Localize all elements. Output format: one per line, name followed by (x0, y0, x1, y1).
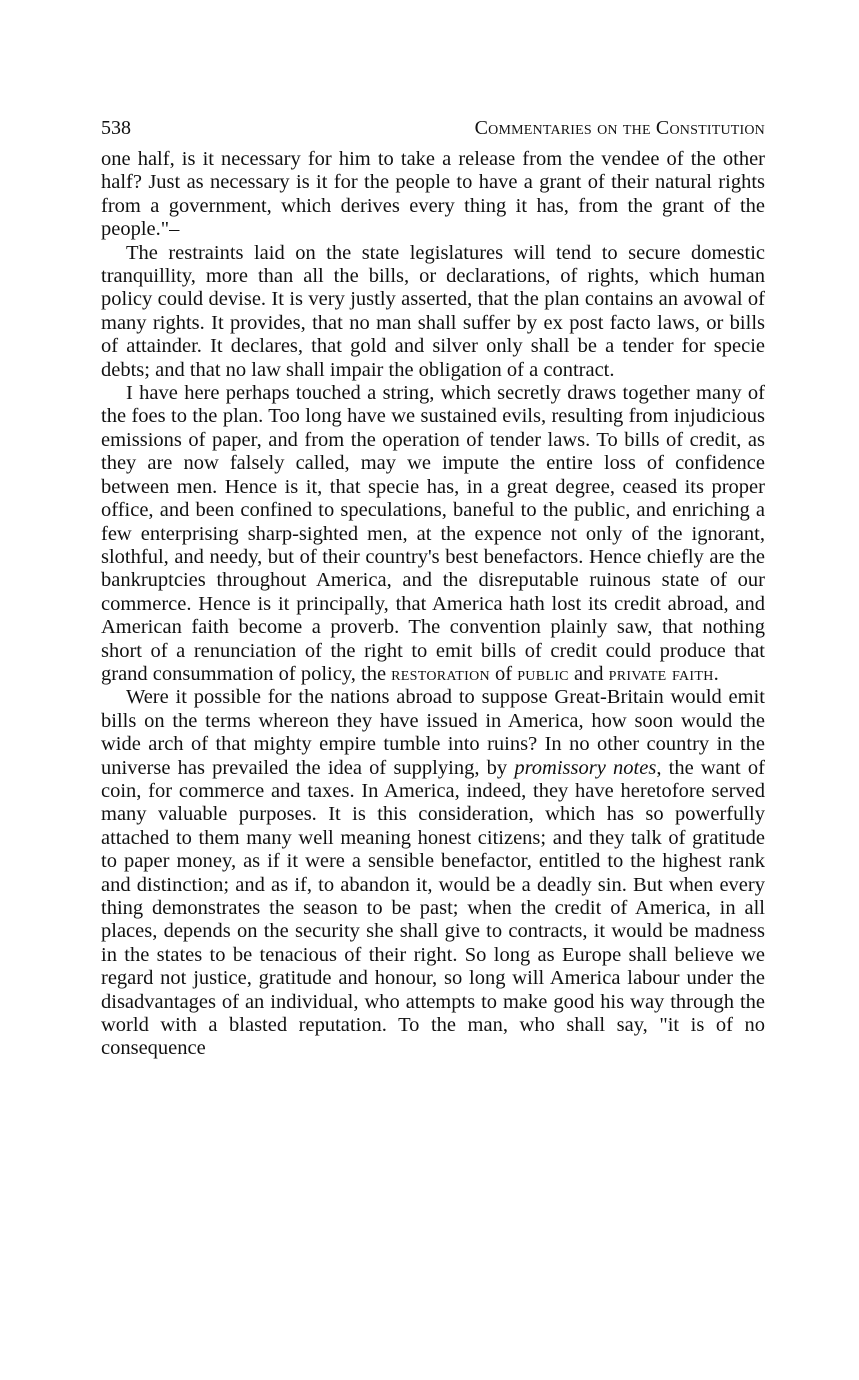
paragraph-restraints: The restraints laid on the state legislatures will tend to secure domestic tranquillity, more than all the bills, or declarations, of rights, which human policy could devise. It is very justly asserted, that the plan contains an avowal of many rights. It provides, that no man shall suffer by ex post facto laws, or bills of attainder. It declares, that gold and silver only shall be a tender for specie debts; and that no law shall impair the obligation of a contract. (101, 241, 765, 381)
paragraph-text: , the want of coin, for commerce and taxes. In America, indeed, they have heretofore served many valuable purposes. It is this consideration, which has so powerfully attached to them many well meaning honest citizens; and they talk of gratitude to paper money, as if it were a sensible benefactor, entitled to the highest rank and distinction; and as if, to abandon it, would be a deadly sin. But when every thing demonstrates the season to be past; when the credit of America, in all places, depends on the security she shall give to contracts, it would be madness in the states to be tenacious of their right. So long as Europe shall believe we regard not justice, gratitude and honour, so long will America labour under the disadvantages of an individual, who attempts to make good his way through the world with a blasted reputation. To the man, who shall say, "it is of no consequence (101, 756, 765, 1060)
running-head (101, 108, 765, 148)
paragraph-text: of (489, 662, 518, 685)
paragraph-text: and (568, 662, 609, 685)
paragraph-text: I have here perhaps touched a string, which secretly draws together many of the foes to the plan. Too long have we sustained evils, resulting from injudicious emissions of paper, and from the operation of tender laws. To bills of credit, as they are now falsely called, may we impute the entire loss of confidence between men. Hence is it, that specie has, in a great degree, ceased its proper office, and been confined to speculations, baneful to the public, and enriching a few enterprising sharp-sighted men, at the expence not only of the ignorant, slothful, and needy, but of their country's best benefactors. Hence chiefly are the bankruptcies throughout America, and the disreputable ruinous state of our commerce. Hence is it principally, that America hath lost its credit abroad, and American faith become a proverb. The convention plainly saw, that nothing short of a renunciation of the right to emit bills of credit could produce that grand consummation of policy, the (101, 382, 765, 685)
paragraph-continued: one half, is it necessary for him to take a release from the vendee of the other half? Just as necessary is it for the people to have a grant of their natural rights from a government, which derives every thing it has, from the grant of the people."– (101, 148, 765, 241)
small-caps-restoration: restoration (391, 662, 490, 685)
small-caps-public: public (517, 662, 569, 685)
small-caps-private-faith: private faith (608, 662, 714, 685)
paragraph-bills-of-credit (101, 382, 765, 686)
paragraph-text: Were it possible for the nations abroad to suppose Great-Britain would emit bills on the terms whereon they have issued in America, how soon would the wide arch of that mighty empire tumble into ruins? In no other country in the universe has prevailed the idea of supplying, by (101, 686, 765, 779)
running-head-title: Commentaries on the Constitution (474, 117, 765, 139)
italic-promissory-notes: promissory notes (514, 756, 657, 779)
paragraph-text: . (713, 662, 719, 685)
paragraph-great-britain (101, 686, 765, 1061)
page-number: 538 (101, 117, 131, 139)
document-page (101, 108, 765, 1061)
body-text (101, 148, 765, 1061)
